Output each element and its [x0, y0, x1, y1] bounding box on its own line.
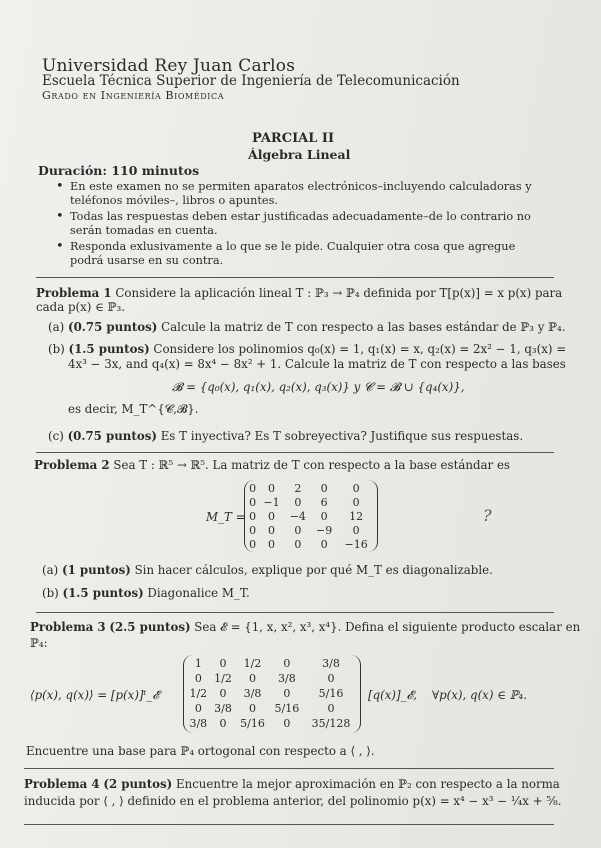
matrix-cell: 1/2: [243, 657, 262, 670]
p2-b-points: (1.5 puntos): [62, 586, 144, 600]
matrix-cell: 0: [219, 657, 227, 670]
matrix-cell: 0: [268, 523, 276, 537]
p2-a-points: (1 puntos): [62, 563, 131, 577]
matrix-cell: 0: [352, 495, 360, 509]
degree-name: Grado en Ingeniería Biomédica: [42, 89, 225, 102]
matrix-cell: 0: [320, 509, 328, 523]
p2-part-a: [42, 563, 493, 577]
p3-rhs: [q(x)]_𝓔,: [368, 688, 418, 702]
p2-statement: [34, 458, 510, 472]
p2-matrix-label: M_T =: [206, 510, 246, 524]
matrix-row: [186, 701, 358, 716]
matrix-cell: 0: [249, 495, 257, 509]
matrix-cell: 0: [268, 481, 276, 495]
p3-line2: ℙ₄:: [30, 636, 48, 650]
p1-c-label: (c): [48, 429, 64, 443]
matrix-cell: 0: [249, 509, 257, 523]
matrix-row: [247, 481, 375, 495]
matrix-row: [247, 523, 375, 537]
matrix-cell: 3/8: [214, 702, 232, 715]
matrix-cell: 0: [268, 537, 276, 551]
p1-b-bases: 𝓑 = {q₀(x), q₁(x), q₂(x), q₃(x)} y 𝓒 = 𝓑 ∪ {q₄(x)},: [172, 380, 465, 394]
school-name: Escuela Técnica Superior de Ingeniería de Telecomunicación: [42, 73, 460, 89]
p1-line2: cada p(x) ∈ ℙ₃.: [36, 300, 125, 314]
p3-points: (2.5 puntos): [109, 620, 191, 634]
matrix-cell: 0: [194, 702, 202, 715]
p1-line1: Considere la aplicación lineal T : ℙ₃ → ℙ₄ definida por T[p(x)] = x p(x) para: [115, 286, 563, 300]
matrix-cell: 0: [219, 687, 227, 700]
p1-heading: Problema 1: [36, 286, 112, 300]
matrix-row: [247, 495, 375, 509]
p3-statement: [30, 620, 580, 635]
matrix-cell: 12: [349, 509, 364, 523]
matrix-cell: 0: [268, 509, 276, 523]
p1-a-label: (a): [48, 320, 65, 334]
p2-part-b: [42, 586, 250, 600]
exam-duration: Duración: 110 minutos: [38, 163, 200, 178]
matrix-cell: 0: [320, 481, 328, 495]
matrix-cell: 0: [327, 702, 335, 715]
matrix-cell: 0: [283, 657, 291, 670]
p3-matrix: [183, 655, 361, 733]
rule-item: • En este examen no se permiten aparatos electrónicos–incluyendo calculadoras y teléfonos móviles–, libros o apuntes.: [56, 180, 546, 208]
divider: [36, 277, 554, 278]
handwritten-question-mark: ?: [483, 506, 492, 525]
matrix-cell: 2: [294, 481, 302, 495]
p3-lhs: ⟨p(x), q(x)⟩ = [p(x)]ᵗ_𝓔: [30, 688, 160, 702]
p4-line2: inducida por ⟨ , ⟩ definido en el problema anterior, del polinomio p(x) = x⁴ − x³ − ¼x + ⅝.: [24, 794, 562, 808]
p4-points: (2 puntos): [103, 777, 173, 791]
matrix-cell: 0: [249, 523, 257, 537]
matrix-row: [186, 716, 358, 731]
p4-statement: [24, 777, 560, 791]
matrix-cell: 3/8: [189, 717, 208, 730]
p2-b-text: Diagonalice M_T.: [147, 586, 250, 600]
p1-part-b: [48, 342, 566, 356]
p1-c-text: Es T inyectiva? Es T sobreyectiva? Justifique sus respuestas.: [160, 429, 524, 443]
matrix-cell: 0: [294, 537, 302, 551]
matrix-cell: −1: [263, 495, 280, 509]
matrix-cell: 0: [294, 495, 302, 509]
p1-b-text2: 4x³ − 3x, and q₄(x) = 8x⁴ − 8x² + 1. Calcule la matriz de T con respecto a las bases: [68, 357, 566, 371]
matrix-cell: 3/8: [243, 687, 262, 700]
matrix-cell: 0: [294, 523, 302, 537]
matrix-cell: 1/2: [189, 687, 208, 700]
p2-heading: Problema 2: [34, 458, 110, 472]
divider: [24, 824, 554, 825]
rules-list: [56, 180, 546, 270]
matrix-cell: 5/16: [318, 687, 344, 700]
exam-subject: Álgebra Lineal: [248, 147, 351, 162]
divider: [24, 768, 554, 769]
p1-part-c: [48, 429, 523, 443]
matrix-cell: 0: [248, 672, 256, 685]
matrix-cell: 1: [194, 657, 202, 670]
matrix-cell: 0: [283, 717, 291, 730]
matrix-row: [247, 509, 375, 523]
p3-matrix-table: [186, 656, 358, 731]
p2-line1: Sea T : ℝ⁵ → ℝ⁵. La matriz de T con respecto a la base estándar es: [113, 458, 510, 472]
p2-a-label: (a): [42, 563, 59, 577]
matrix-cell: −4: [289, 509, 306, 523]
p1-a-text: Calcule la matriz de T con respecto a las bases estándar de ℙ₃ y ℙ₄.: [161, 320, 566, 334]
p3-forall: ∀p(x), q(x) ∈ ℙ₄.: [432, 688, 528, 702]
p4-line1: Encuentre la mejor aproximación en ℙ₂ con respecto a la norma: [175, 777, 560, 791]
p1-a-points: (0.75 puntos): [68, 320, 158, 334]
matrix-row: [186, 656, 358, 671]
p3-heading: Problema 3: [30, 620, 106, 634]
matrix-cell: −9: [316, 523, 333, 537]
matrix-cell: 35/128: [311, 717, 351, 730]
p2-matrix-table: [247, 481, 375, 551]
matrix-cell: 3/8: [278, 672, 296, 685]
matrix-cell: 0: [320, 537, 328, 551]
matrix-cell: 5/16: [274, 702, 300, 715]
matrix-row: [247, 537, 375, 551]
divider: [36, 452, 554, 453]
matrix-cell: 0: [249, 537, 257, 551]
matrix-cell: 0: [248, 702, 256, 715]
matrix-cell: 0: [352, 523, 360, 537]
p1-part-a: [48, 320, 566, 334]
matrix-cell: 0: [327, 672, 335, 685]
matrix-cell: 5/16: [240, 717, 265, 730]
matrix-cell: 1/2: [214, 672, 232, 685]
university-name: Universidad Rey Juan Carlos: [42, 56, 296, 76]
matrix-cell: −16: [344, 537, 368, 551]
rule-item: • Todas las respuestas deben estar justificadas adecuadamente–de lo contrario no serán tomadas en cuenta.: [56, 210, 546, 238]
p2-a-text: Sin hacer cálculos, explique por qué M_T es diagonalizable.: [134, 563, 493, 577]
p1-b-points: (1.5 puntos): [68, 342, 150, 356]
matrix-cell: 0: [283, 687, 291, 700]
matrix-cell: 0: [219, 717, 227, 730]
p1-c-points: (0.75 puntos): [67, 429, 157, 443]
matrix-row: [186, 686, 358, 701]
matrix-cell: 6: [320, 495, 328, 509]
p1-b-text1: Considere los polinomios q₀(x) = 1, q₁(x) = x, q₂(x) = 2x² − 1, q₃(x) =: [153, 342, 567, 356]
exam-title: PARCIAL II: [252, 131, 335, 146]
p1-b-text3: es decir, M_T^{𝓒,𝓑}.: [68, 402, 199, 416]
p3-line1: Sea 𝓔 = {1, x, x², x³, x⁴}. Defina el siguiente producto escalar en: [194, 620, 581, 634]
p1-statement: [36, 286, 562, 300]
matrix-cell: 0: [249, 481, 257, 495]
matrix-cell: 0: [194, 672, 202, 685]
p1-b-label: (b): [48, 342, 65, 356]
p3-question: Encuentre una base para ℙ₄ ortogonal con respecto a ⟨ , ⟩.: [26, 744, 375, 758]
p2-matrix: [244, 480, 378, 552]
rule-item: • Responda exlusivamente a lo que se le pide. Cualquier otra cosa que agregue podrá usarse en su contra.: [56, 240, 546, 268]
p4-heading: Problema 4: [24, 777, 100, 791]
matrix-cell: 0: [352, 481, 360, 495]
matrix-cell: 3/8: [322, 657, 340, 670]
p2-b-label: (b): [42, 586, 59, 600]
divider: [36, 612, 554, 613]
matrix-row: [186, 671, 358, 686]
